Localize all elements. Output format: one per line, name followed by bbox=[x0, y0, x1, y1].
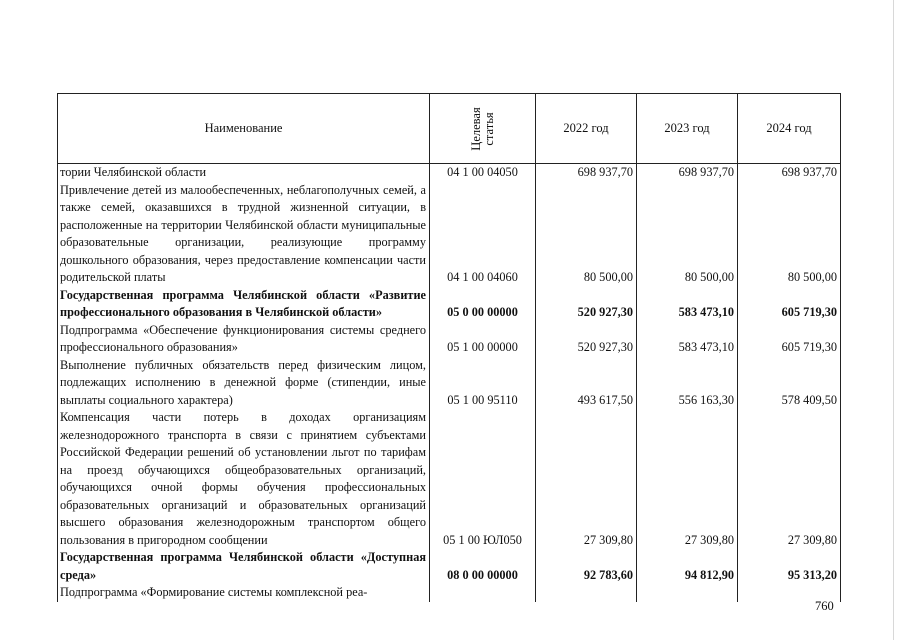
row-value-2023 bbox=[637, 584, 738, 602]
row-target-article: 04 1 00 04060 bbox=[430, 182, 536, 287]
budget-table bbox=[57, 93, 841, 602]
row-target-article: 04 1 00 04050 bbox=[430, 164, 536, 182]
row-value-2022: 698 937,70 bbox=[536, 164, 637, 182]
row-name: тории Челябинской области bbox=[58, 164, 430, 182]
row-value-2023: 583 473,10 bbox=[637, 322, 738, 357]
table-row bbox=[58, 584, 841, 602]
page-edge-line bbox=[893, 0, 894, 640]
row-value-2023: 94 812,90 bbox=[637, 549, 738, 584]
row-value-2024: 27 309,80 bbox=[738, 409, 841, 549]
row-name: Компенсация части потерь в доходах организациям железнодорожного транспорта в связи с принятием субъектами Российской Федерации решений об установлении льгот по тарифам на проезд обучающихся общеобразовательных организаций, обучающихся очной формы обучения профессиональных образовательных организаций и образовательных организаций высшего образования железнодорожным транспортом общего пользования в пригородном сообщении bbox=[58, 409, 430, 549]
table-row bbox=[58, 549, 841, 584]
row-value-2024: 605 719,30 bbox=[738, 287, 841, 322]
page-number: 760 bbox=[815, 599, 834, 613]
row-value-2022: 27 309,80 bbox=[536, 409, 637, 549]
row-value-2023: 698 937,70 bbox=[637, 164, 738, 182]
table-row bbox=[58, 322, 841, 357]
table-row bbox=[58, 409, 841, 549]
row-name: Подпрограмма «Формирование системы комплексной реа- bbox=[58, 584, 430, 602]
row-value-2022: 493 617,50 bbox=[536, 357, 637, 410]
row-name: Подпрограмма «Обеспечение функционирования системы среднего профессионального образования» bbox=[58, 322, 430, 357]
row-name: Выполнение публичных обязательств перед физическим лицом, подлежащих исполнению в денежной форме (стипендии, иные выплаты социального характера) bbox=[58, 357, 430, 410]
row-target-article: 05 1 00 ЮЛ050 bbox=[430, 409, 536, 549]
row-name: Государственная программа Челябинской области «Доступная среда» bbox=[58, 549, 430, 584]
table-header-row bbox=[58, 94, 841, 164]
row-value-2024: 578 409,50 bbox=[738, 357, 841, 410]
header-2023: 2023 год bbox=[637, 94, 738, 164]
row-value-2022: 80 500,00 bbox=[536, 182, 637, 287]
row-value-2024: 605 719,30 bbox=[738, 322, 841, 357]
row-value-2023: 556 163,30 bbox=[637, 357, 738, 410]
row-target-article: 05 1 00 95110 bbox=[430, 357, 536, 410]
row-value-2024: 95 313,20 bbox=[738, 549, 841, 584]
row-name: Государственная программа Челябинской области «Развитие профессионального образования в Челябинской области» bbox=[58, 287, 430, 322]
row-value-2022: 520 927,30 bbox=[536, 287, 637, 322]
table-body bbox=[58, 164, 841, 602]
header-code-line1: Целевая bbox=[468, 106, 483, 151]
table-row bbox=[58, 357, 841, 410]
header-code-line2: статья bbox=[481, 111, 496, 146]
row-value-2023: 583 473,10 bbox=[637, 287, 738, 322]
row-target-article bbox=[430, 584, 536, 602]
header-name: Наименование bbox=[58, 94, 430, 164]
budget-table-sheet bbox=[57, 93, 840, 602]
header-2022: 2022 год bbox=[536, 94, 637, 164]
row-target-article: 08 0 00 00000 bbox=[430, 549, 536, 584]
header-target-article bbox=[430, 94, 536, 164]
row-value-2024: 698 937,70 bbox=[738, 164, 841, 182]
row-target-article: 05 1 00 00000 bbox=[430, 322, 536, 357]
row-target-article: 05 0 00 00000 bbox=[430, 287, 536, 322]
row-value-2023: 80 500,00 bbox=[637, 182, 738, 287]
header-2024: 2024 год bbox=[738, 94, 841, 164]
table-row bbox=[58, 182, 841, 287]
row-value-2022: 520 927,30 bbox=[536, 322, 637, 357]
row-value-2023: 27 309,80 bbox=[637, 409, 738, 549]
table-row bbox=[58, 164, 841, 182]
row-value-2022: 92 783,60 bbox=[536, 549, 637, 584]
row-value-2022 bbox=[536, 584, 637, 602]
row-name: Привлечение детей из малообеспеченных, неблагополучных семей, а также семей, оказавшихся в трудной жизненной ситуации, в расположенные на территории Челябинской области муниципальные образовательные организации, реализующие программу дошкольного образования, через предоставление компенсации части родительской платы bbox=[58, 182, 430, 287]
table-row bbox=[58, 287, 841, 322]
row-value-2024: 80 500,00 bbox=[738, 182, 841, 287]
